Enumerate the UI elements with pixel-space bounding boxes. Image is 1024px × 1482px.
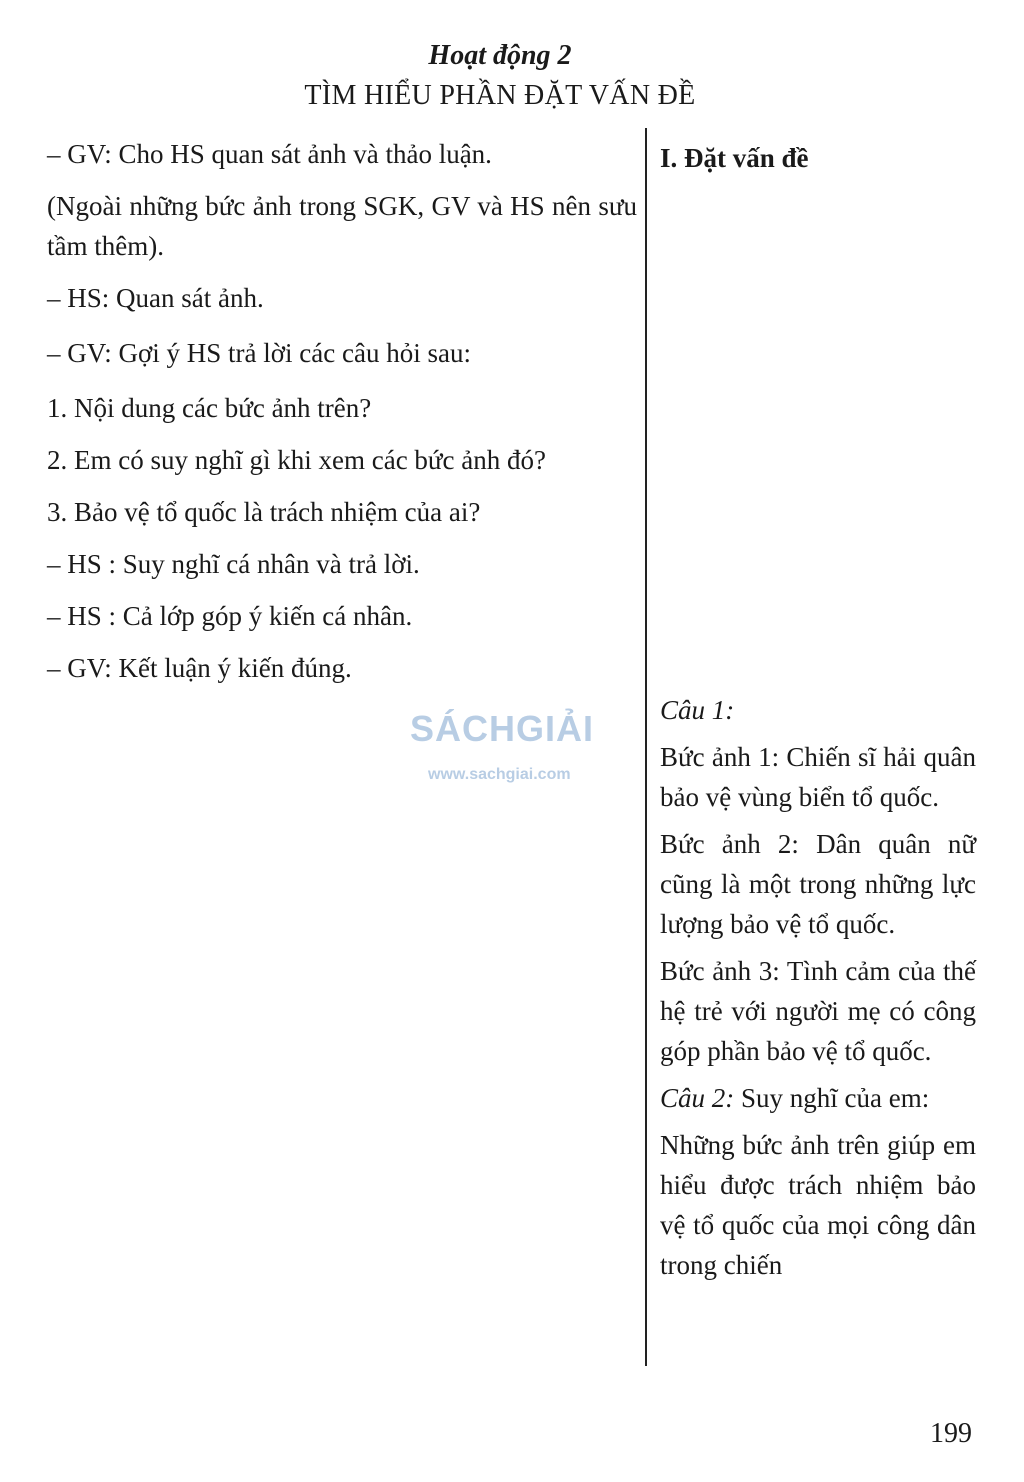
section-heading: I. Đặt vấn đề [660, 143, 809, 173]
question-1-label: Câu 1: [660, 695, 735, 725]
question-2 [660, 1078, 976, 1118]
page-number: 199 [930, 1418, 972, 1449]
left-line-8: – HS : Suy nghĩ cá nhân và trả lời. [47, 549, 420, 579]
left-line-9: – HS : Cả lớp góp ý kiến cá nhân. [47, 601, 413, 631]
left-line-10: – GV: Kết luận ý kiến đúng. [47, 653, 352, 683]
answer-question-2: Những bức ảnh trên giúp em hiểu được trách nhiệm bảo vệ tổ quốc của mọi công dân trong chiến [660, 1130, 976, 1280]
question-2-label: Câu 2: [660, 1083, 735, 1113]
answer-photo-1: Bức ảnh 1: Chiến sĩ hải quân bảo vệ vùng biển tổ quốc. [660, 742, 976, 812]
watermark-url: www.sachgiai.com [428, 766, 571, 783]
right-column [660, 138, 976, 178]
activity-title: Hoạt động 2 [428, 40, 572, 71]
left-line-5: 1. Nội dung các bức ảnh trên? [47, 393, 372, 423]
left-line-1: – GV: Cho HS quan sát ảnh và thảo luận. [47, 139, 492, 169]
watermark [410, 688, 620, 788]
left-line-4: – GV: Gợi ý HS trả lời các câu hỏi sau: [47, 338, 471, 368]
column-divider [645, 128, 647, 1366]
section-title: TÌM HIỂU PHẦN ĐẶT VẤN ĐỀ [304, 80, 696, 111]
right-answers [660, 690, 976, 1285]
left-line-6: 2. Em có suy nghĩ gì khi xem các bức ảnh đó? [47, 445, 547, 475]
left-line-7: 3. Bảo vệ tổ quốc là trách nhiệm của ai? [47, 497, 481, 527]
left-column [47, 134, 637, 688]
question-2-intro: Suy nghĩ của em: [734, 1083, 930, 1113]
watermark-logo: SÁCHGIẢI [410, 708, 595, 749]
answer-photo-2: Bức ảnh 2: Dân quân nữ cũng là một trong những lực lượng bảo vệ tổ quốc. [660, 829, 976, 939]
left-line-3: – HS: Quan sát ảnh. [47, 283, 264, 313]
left-line-2: (Ngoài những bức ảnh trong SGK, GV và HS nên sưu tầm thêm). [47, 191, 637, 261]
answer-photo-3: Bức ảnh 3: Tình cảm của thế hệ trẻ với người mẹ có công góp phần bảo vệ tổ quốc. [660, 956, 976, 1066]
